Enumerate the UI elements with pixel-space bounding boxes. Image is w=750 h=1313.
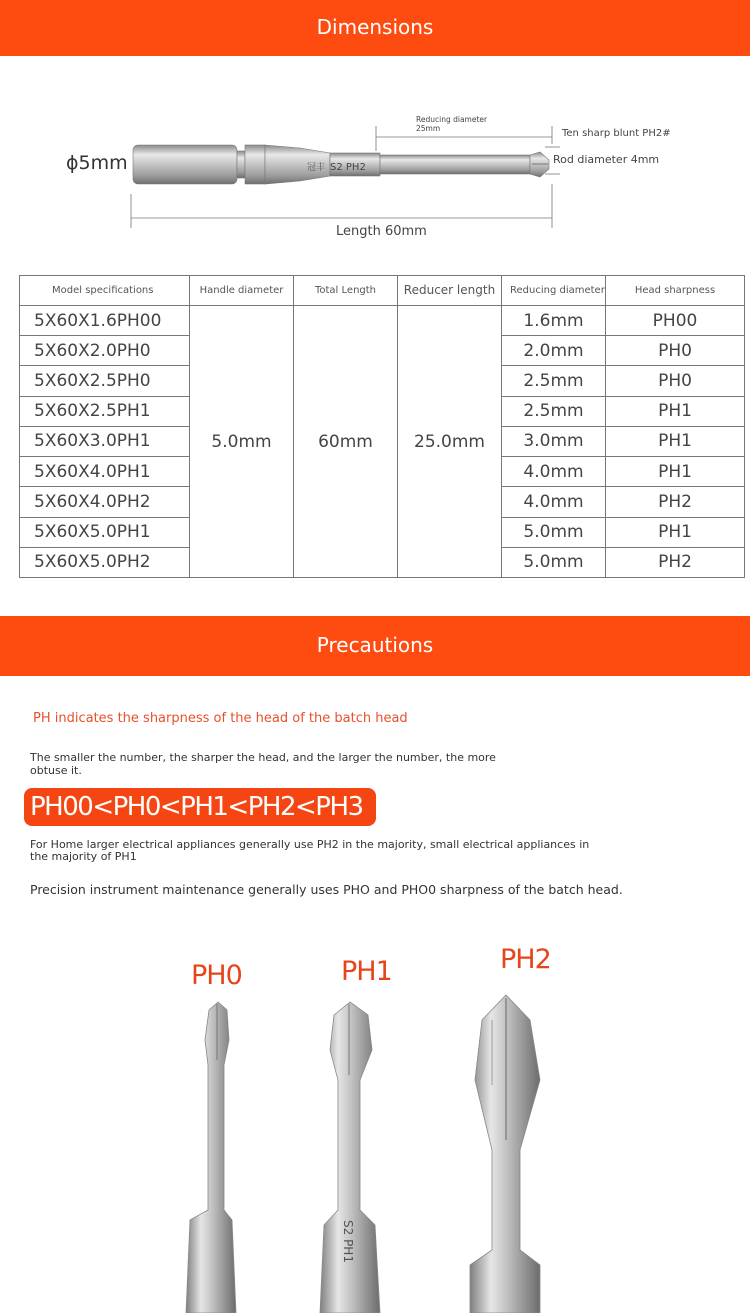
table-header-row [20, 276, 745, 306]
tip-note-label: Ten sharp blunt PH2# [562, 128, 671, 139]
head-sharpness-cell: PH0 [606, 366, 745, 396]
handle-diameter-cell: 5.0mm [190, 306, 294, 578]
precision-note: Precision instrument maintenance generally uses PHO and PHO0 sharpness of the batch head. [30, 882, 623, 897]
bit-label-ph1: PH1 [341, 956, 392, 987]
engraving-brand: 冠丰 [307, 163, 326, 173]
model-cell: 5X60X2.5PH0 [20, 366, 190, 396]
reducing-diameter-cell: 4.0mm [502, 457, 606, 487]
reducing-diameter-label: Reducing diameter [416, 115, 488, 124]
ph1-engraving: S2 PH1 [341, 1220, 355, 1263]
length-label: Length 60mm [336, 224, 427, 239]
head-sharpness-cell: PH00 [606, 306, 745, 336]
reducing-diameter-cell: 2.5mm [502, 396, 606, 426]
model-cell: 5X60X1.6PH00 [20, 306, 190, 336]
sharpness-note: The smaller the number, the sharper the head, and the larger the number, the more obtuse it. [30, 751, 496, 777]
head-sharpness-cell: PH1 [606, 396, 745, 426]
model-cell: 5X60X3.0PH1 [20, 426, 190, 456]
shank-diameter-label: ϕ5mm [66, 152, 128, 174]
reducing-length-label: 25mm [416, 124, 441, 133]
total-length-cell: 60mm [294, 306, 398, 578]
header-head-sharpness: Head sharpness [606, 276, 745, 306]
engraving-text: S2 PH2 [330, 162, 366, 173]
model-cell: 5X60X5.0PH2 [20, 547, 190, 577]
reducing-diameter-cell: 2.5mm [502, 366, 606, 396]
head-sharpness-cell: PH1 [606, 517, 745, 547]
header-model: Model specifications [20, 276, 190, 306]
model-cell: 5X60X4.0PH1 [20, 457, 190, 487]
reducing-diameter-cell: 5.0mm [502, 517, 606, 547]
dimensions-banner: Dimensions [0, 0, 750, 56]
header-handle: Handle diameter [190, 276, 294, 306]
reducing-diameter-cell: 4.0mm [502, 487, 606, 517]
bit-comparison-figure [0, 920, 750, 1313]
bit-label-ph2: PH2 [500, 944, 551, 975]
precautions-banner: Precautions [0, 616, 750, 676]
reducing-diameter-cell: 3.0mm [502, 426, 606, 456]
header-reducing-diameter: Reducing diameter [502, 276, 606, 306]
spec-table [19, 275, 745, 578]
head-sharpness-cell: PH2 [606, 547, 745, 577]
model-cell: 5X60X5.0PH1 [20, 517, 190, 547]
header-reducer-length: Reducer length [398, 276, 502, 306]
bit-label-ph0: PH0 [191, 960, 242, 991]
reducing-diameter-cell: 5.0mm [502, 547, 606, 577]
model-cell: 5X60X2.5PH1 [20, 396, 190, 426]
head-sharpness-cell: PH2 [606, 487, 745, 517]
rod-diameter-label: Rod diameter 4mm [553, 153, 660, 166]
sharpness-order-badge: PH00<PH0<PH1<PH2<PH3 [24, 788, 376, 826]
reducer-length-cell: 25.0mm [398, 306, 502, 578]
table-row [20, 306, 745, 336]
reducing-diameter-cell: 2.0mm [502, 336, 606, 366]
head-sharpness-cell: PH1 [606, 426, 745, 456]
model-cell: 5X60X4.0PH2 [20, 487, 190, 517]
home-appliance-note: For Home larger electrical appliances generally use PH2 in the majority, small electrical appliances in the majority of PH1 [30, 838, 590, 863]
reducing-diameter-cell: 1.6mm [502, 306, 606, 336]
header-total-length: Total Length [294, 276, 398, 306]
model-cell: 5X60X2.0PH0 [20, 336, 190, 366]
head-sharpness-cell: PH0 [606, 336, 745, 366]
ph-note: PH indicates the sharpness of the head of the batch head [33, 711, 408, 726]
head-sharpness-cell: PH1 [606, 457, 745, 487]
dimension-diagram [0, 56, 750, 266]
